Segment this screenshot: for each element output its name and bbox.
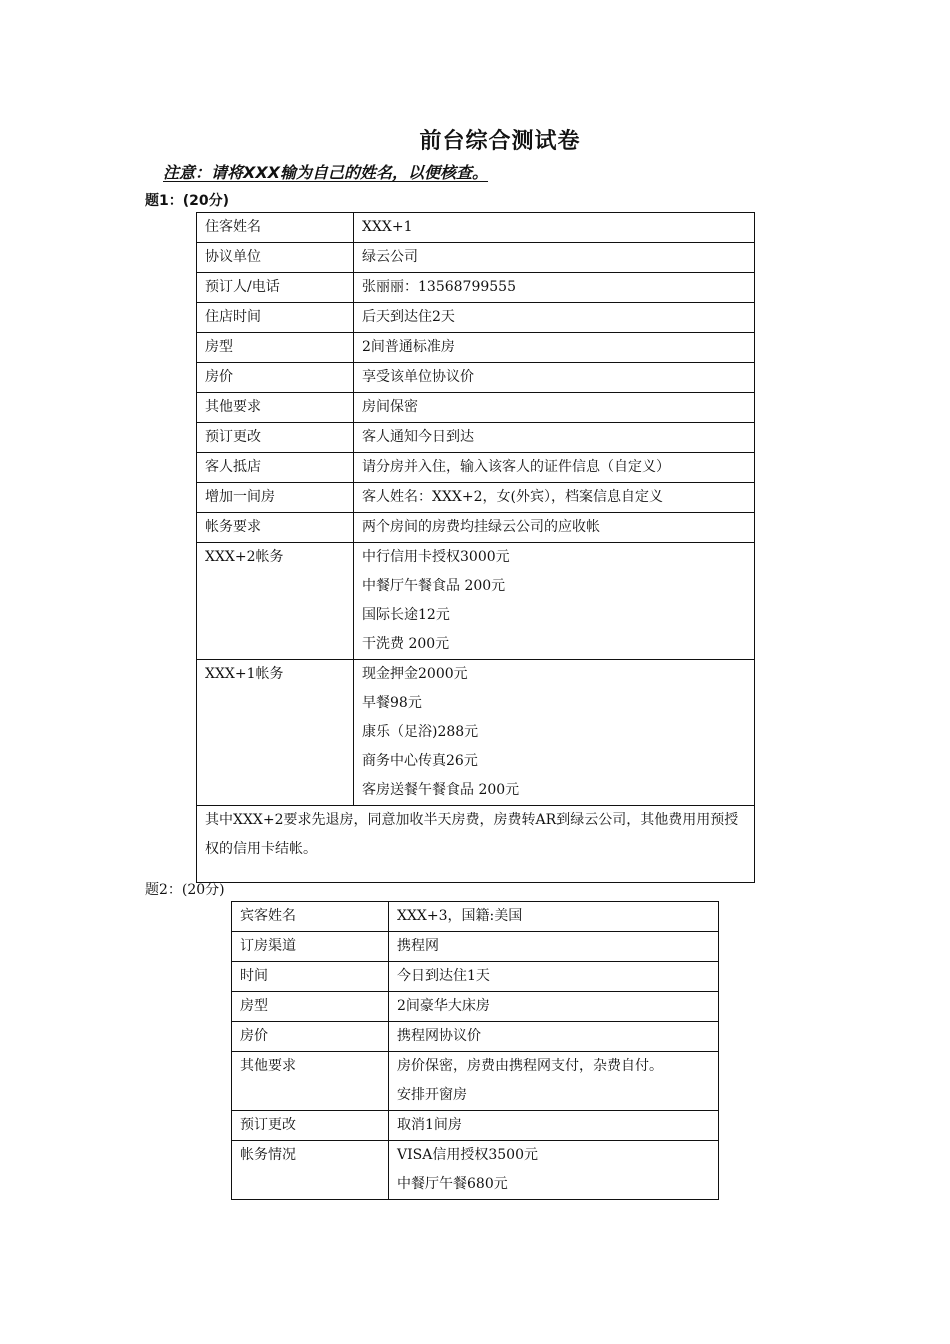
row-value: 2间普通标准房 — [354, 333, 755, 363]
question-1-heading: 题1：(20分) — [145, 193, 230, 209]
row-label: 帐务情况 — [232, 1141, 389, 1200]
row-value: 2间豪华大床房 — [389, 992, 719, 1022]
table-row — [197, 333, 755, 363]
table-row — [197, 453, 755, 483]
checkout-note: 其中XXX+2要求先退房，同意加收半天房费，房费转AR到绿云公司，其他费用用预授权的信用卡结帐。 — [197, 806, 755, 883]
row-label: 住客姓名 — [197, 213, 354, 243]
row-value: 房间保密 — [354, 393, 755, 423]
account-line: VISA信用授权3500元 — [397, 1147, 538, 1163]
notice-text: 注意：请将XXX输为自己的姓名，以便核查。 — [163, 163, 489, 182]
table-row — [232, 1022, 719, 1052]
row-value: 两个房间的房费均挂绿云公司的应收帐 — [354, 513, 755, 543]
table-row — [197, 363, 755, 393]
row-label: 客人抵店 — [197, 453, 354, 483]
question-1-table — [196, 212, 755, 883]
account-line: 国际长途12元 — [362, 607, 450, 623]
account-line: 客房送餐午餐食品 200元 — [362, 782, 520, 798]
account-line: 早餐98元 — [362, 695, 422, 711]
table-row — [197, 423, 755, 453]
table-row — [232, 1111, 719, 1141]
row-label: XXX+1帐务 — [197, 660, 354, 806]
row-label: 房型 — [232, 992, 389, 1022]
row-value: 绿云公司 — [354, 243, 755, 273]
row-label: 住店时间 — [197, 303, 354, 333]
table-row — [197, 273, 755, 303]
row-label: 帐务要求 — [197, 513, 354, 543]
row-value — [389, 1052, 719, 1111]
row-label: 房价 — [232, 1022, 389, 1052]
account-row-xxx1 — [197, 660, 755, 806]
request-line: 房价保密，房费由携程网支付，杂费自付。 — [397, 1058, 663, 1074]
row-value: 客人通知今日到达 — [354, 423, 755, 453]
table-row — [232, 992, 719, 1022]
table-row — [197, 213, 755, 243]
row-label: 预订更改 — [197, 423, 354, 453]
account-row-xxx2 — [197, 543, 755, 660]
row-label: 宾客姓名 — [232, 902, 389, 932]
table-row — [197, 483, 755, 513]
row-label: 增加一间房 — [197, 483, 354, 513]
request-line: 安排开窗房 — [397, 1087, 467, 1103]
account-line: 现金押金2000元 — [362, 666, 468, 682]
document-title: 前台综合测试卷 — [419, 129, 581, 154]
row-label: 预订更改 — [232, 1111, 389, 1141]
row-label: 预订人/电话 — [197, 273, 354, 303]
row-value — [354, 543, 755, 660]
row-value: 享受该单位协议价 — [354, 363, 755, 393]
table-row — [197, 393, 755, 423]
row-value: XXX+3，国籍:美国 — [389, 902, 719, 932]
account-line: 干洗费 200元 — [362, 636, 450, 652]
account-line: 中餐厅午餐食品 200元 — [362, 578, 506, 594]
account-line: 中行信用卡授权3000元 — [362, 549, 510, 565]
row-label: 协议单位 — [197, 243, 354, 273]
row-value: 请分房并入住，输入该客人的证件信息（自定义） — [354, 453, 755, 483]
table-row — [197, 513, 755, 543]
row-label: 房价 — [197, 363, 354, 393]
row-value: 携程网协议价 — [389, 1022, 719, 1052]
row-value: 今日到达住1天 — [389, 962, 719, 992]
row-label: 订房渠道 — [232, 932, 389, 962]
row-label: 房型 — [197, 333, 354, 363]
row-value: 后天到达住2天 — [354, 303, 755, 333]
table-row — [232, 932, 719, 962]
row-label: 其他要求 — [197, 393, 354, 423]
row-label: XXX+2帐务 — [197, 543, 354, 660]
row-value: 携程网 — [389, 932, 719, 962]
row-value: 张丽丽：13568799555 — [354, 273, 755, 303]
table-row — [232, 902, 719, 932]
account-row — [232, 1141, 719, 1200]
row-value: XXX+1 — [354, 213, 755, 243]
question-2-heading: 题2：(20分) — [145, 882, 225, 898]
row-value — [389, 1141, 719, 1200]
row-label: 时间 — [232, 962, 389, 992]
row-value — [354, 660, 755, 806]
row-value: 取消1间房 — [389, 1111, 719, 1141]
account-line: 中餐厅午餐680元 — [397, 1176, 508, 1192]
row-value: 客人姓名：XXX+2，女(外宾），档案信息自定义 — [354, 483, 755, 513]
account-line: 商务中心传真26元 — [362, 753, 478, 769]
row-label: 其他要求 — [232, 1052, 389, 1111]
table-row — [197, 243, 755, 273]
note-row — [197, 806, 755, 883]
question-2-table — [231, 901, 719, 1200]
table-row — [232, 962, 719, 992]
other-requests-row — [232, 1052, 719, 1111]
table-row — [197, 303, 755, 333]
account-line: 康乐（足浴)288元 — [362, 724, 479, 740]
